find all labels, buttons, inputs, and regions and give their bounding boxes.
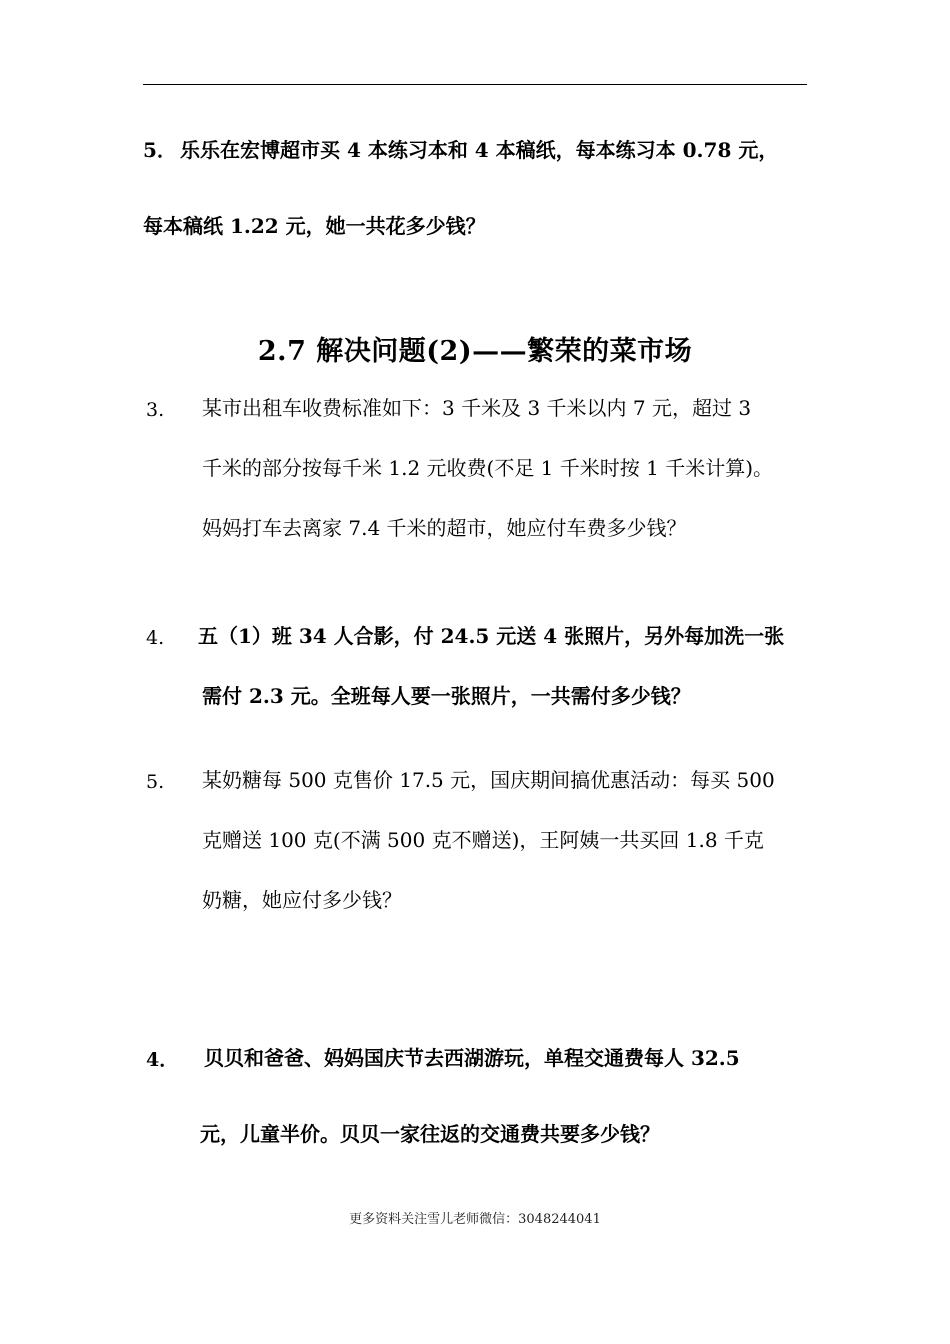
intro-problem-number: 5．	[143, 138, 177, 162]
problem-line: 奶糖，她应付多少钱？	[202, 888, 402, 912]
problem-number: 5.	[146, 771, 165, 793]
problem-number: 3.	[146, 399, 165, 421]
header-rule	[143, 84, 807, 85]
problem-number: 4．	[146, 1049, 179, 1071]
problem-line: 贝贝和爸爸、妈妈国庆节去西湖游玩，单程交通费每人 32.5	[204, 1046, 740, 1070]
intro-problem-line-2: 每本稿纸 1.22 元，她一共花多少钱？	[143, 214, 486, 238]
intro-problem-line-1: 乐乐在宏博超市买 4 本练习本和 4 本稿纸，每本练习本 0.78 元，	[180, 138, 779, 162]
problem-line: 五（1）班 34 人合影，付 24.5 元送 4 张照片，另外每加洗一张	[198, 624, 785, 648]
footer-note: 更多资料关注雪儿老师微信：3048244041	[349, 1212, 601, 1227]
problem-line: 元，儿童半价。贝贝一家往返的交通费共要多少钱？	[200, 1122, 660, 1146]
problem-line: 妈妈打车去离家 7.4 千米的超市，她应付车费多少钱？	[202, 516, 687, 540]
problem-line: 某奶糖每 500 克售价 17.5 元，国庆期间搞优惠活动：每买 500	[202, 768, 775, 792]
problem-line: 千米的部分按每千米 1.2 元收费(不足 1 千米时按 1 千米计算)。	[202, 456, 774, 480]
problem-line: 需付 2.3 元。全班每人要一张照片，一共需付多少钱？	[202, 684, 691, 708]
problem-line: 某市出租车收费标准如下：3 千米及 3 千米以内 7 元，超过 3	[202, 396, 752, 420]
problem-number: 4.	[146, 627, 165, 649]
section-title: 2.7 解决问题(2)——繁荣的菜市场	[257, 336, 693, 367]
problem-line: 克赠送 100 克(不满 500 克不赠送)，王阿姨一共买回 1.8 千克	[202, 828, 764, 852]
